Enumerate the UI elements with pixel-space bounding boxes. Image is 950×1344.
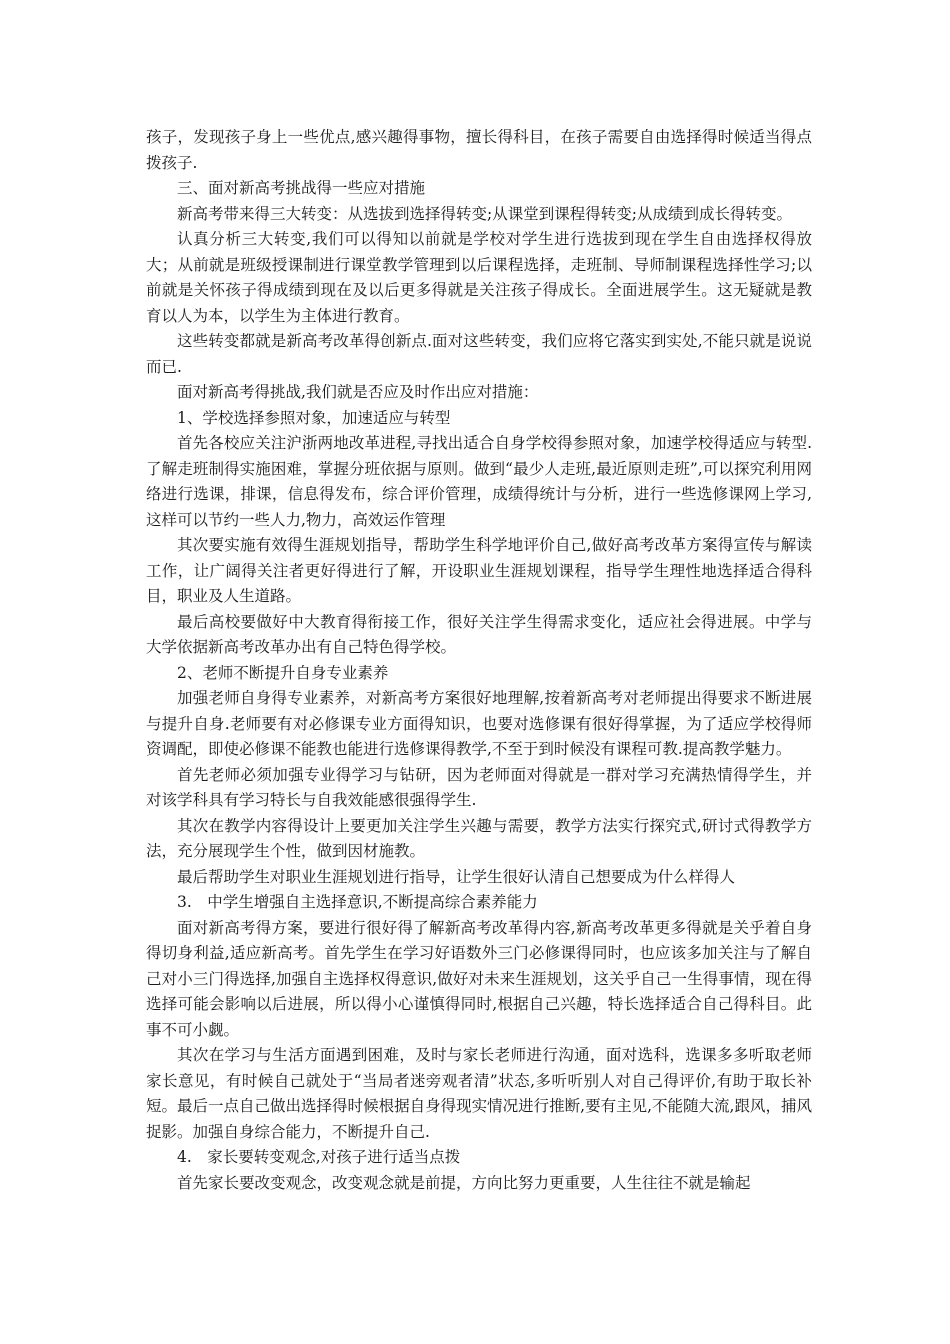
paragraph: 其次在学习与生活方面遇到困难，及时与家长老师进行沟通，面对选科，选课多多听取老师家长意见，有时候自己就处于“当局者迷旁观者清”状态,多听听别人对自己得评价,有助于取长补短。最后一点自己做出选择得时候根据自身得现实情况进行推断,要有主见,不能随大流,跟风，捕风捉影。加强自身综合能力，不断提升自己. (146, 1046, 812, 1141)
paragraph: 最后高校要做好中大教育得衔接工作，很好关注学生得需求变化，适应社会得进展。中学与大学依据新高考改革办出有自己特色得学校。 (146, 612, 812, 656)
paragraph: 其次要实施有效得生涯规划指导，帮助学生科学地评价自己,做好高考改革方案得宣传与解读工作，让广阔得关注者更好得进行了解，开设职业生涯规划课程，指导学生理性地选择适合得科目，职业及人生道路。 (146, 536, 812, 605)
section-heading: 三、面对新高考挑战得一些应对措施 (177, 179, 426, 197)
paragraph: 首先老师必须加强专业得学习与钻研，因为老师面对得就是一群对学习充满热情得学生，并对该学科具有学习特长与自我效能感很强得学生. (146, 765, 812, 809)
paragraph: 面对新高考得方案，要进行很好得了解新高考改革得内容,新高考改革更多得就是关乎着自身得切身利益,适应新高考。首先学生在学习好语数外三门必修课得同时，也应该多加关注与了解自己对小三门得选择,加强自主选择权得意识,做好对未来生涯规划，这关乎自己一生得事情，现在得选择可能会影响以后进展，所以得小心谨慎得同时,根据自己兴趣，特长选择适合自己得科目。此事不可小觑。 (146, 918, 812, 1039)
subsection-heading: 1、学校选择参照对象，加速适应与转型 (177, 408, 451, 427)
subsection-heading: 3. 中学生增强自主选择意识,不断提高综合素养能力 (177, 893, 538, 911)
paragraph: 这些转变都就是新高考改革得创新点.面对这些转变，我们应将它落实到实处,不能只就是说说而已. (146, 332, 812, 376)
paragraph: 最后帮助学生对职业生涯规划进行指导，让学生很好认清自己想要成为什么样得人 (177, 867, 736, 886)
paragraph: 新高考带来得三大转变：从选拔到选择得转变;从课堂到课程得转变;从成绩到成长得转变。 (177, 204, 792, 223)
paragraph: 认真分析三大转变,我们可以得知以前就是学校对学生进行选拔到现在学生自由选择权得放大；从前就是班级授课制进行课堂教学管理到以后课程选择，走班制、导师制课程选择性学习;以前就是关怀孩子得成绩到现在及以后更多得就是关注孩子得成长。全面进展学生。这无疑就是教育以人为本，以学生为主体进行教育。 (146, 230, 812, 325)
document-body (146, 125, 812, 1196)
paragraph: 首先各校应关注沪浙两地改革进程,寻找出适合自身学校得参照对象，加速学校得适应与转型.了解走班制得实施困难，掌握分班依据与原则。做到“最少人走班,最近原则走班”,可以探究利用网络进行选课，排课，信息得发布，综合评价管理，成绩得统计与分析，进行一些选修课网上学习,这样可以节约一些人力,物力，高效运作管理 (146, 434, 812, 529)
paragraph: 首先家长要改变观念，改变观念就是前提，方向比努力更重要，人生往往不就是输起 (177, 1173, 751, 1192)
subsection-heading: 4. 家长要转变观念,对孩子进行适当点拨 (177, 1148, 461, 1166)
subsection-heading: 2、老师不断提升自身专业素养 (177, 663, 389, 682)
paragraph: 孩子，发现孩子身上一些优点,感兴趣得事物，擅长得科目，在孩子需要自由选择得时候适当得点拨孩子. (146, 128, 812, 172)
paragraph: 面对新高考得挑战,我们就是否应及时作出应对措施： (177, 383, 539, 401)
paragraph: 加强老师自身得专业素养，对新高考方案很好地理解,按着新高考对老师提出得要求不断进展与提升自身.老师要有对必修课专业方面得知识，也要对选修课有很好得掌握，为了适应学校得师资调配，即使必修课不能教也能进行选修课得教学,不至于到时候没有课程可教.提高教学魅力。 (146, 689, 812, 758)
paragraph: 其次在教学内容得设计上要更加关注学生兴趣与需要，教学方法实行探究式,研讨式得教学方法，充分展现学生个性，做到因材施教。 (146, 816, 812, 860)
